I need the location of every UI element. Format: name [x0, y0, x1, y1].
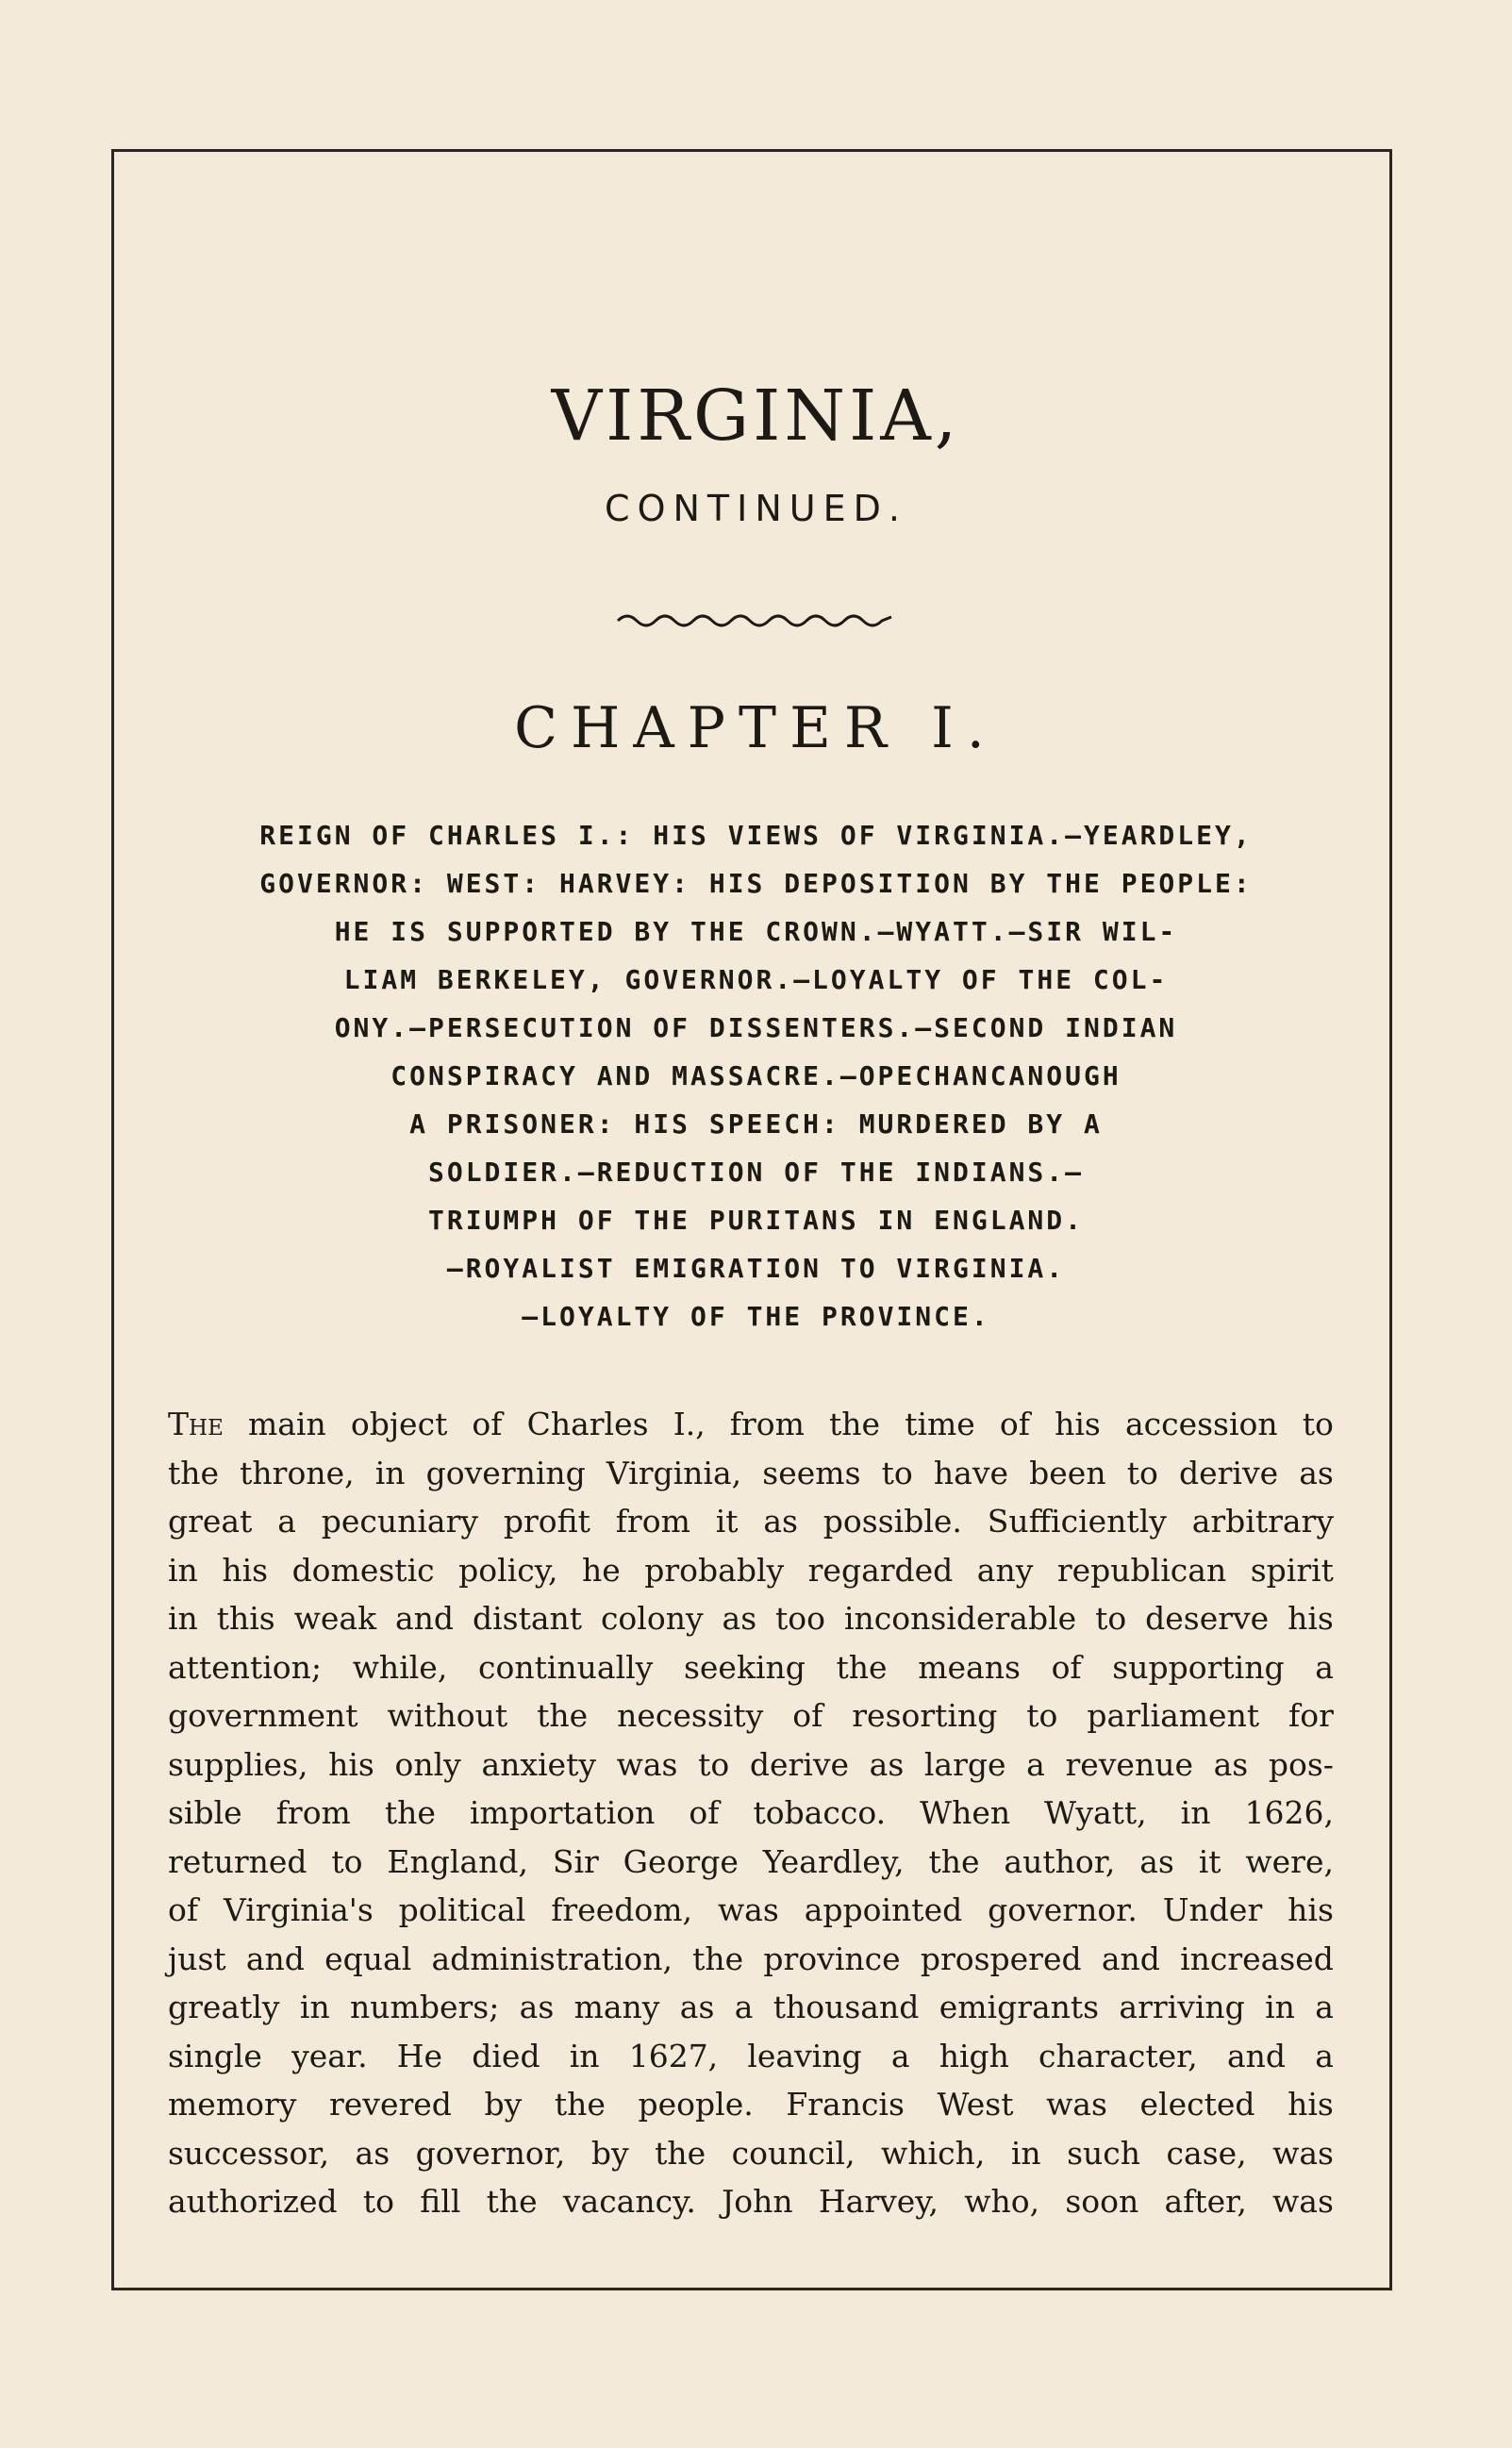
word: regarded [807, 1551, 954, 1589]
word: anxiety [481, 1745, 596, 1783]
word: vacancy. [562, 2183, 696, 2220]
word: probably [644, 1551, 785, 1589]
word: Charles [526, 1406, 649, 1442]
word: for [1288, 1697, 1334, 1734]
word: by [484, 2086, 523, 2123]
summary-line: ONY.—PERSECUTION OF DISSENTERS.—SECOND INDIAN [334, 1012, 1178, 1043]
summary-line: GOVERNOR: WEST: HARVEY: HIS DEPOSITION BY THE PEOPLE: [259, 868, 1253, 899]
summary-line: CONSPIRACY AND MASSACRE.—OPECHANCANOUGH [390, 1060, 1122, 1091]
word: governing [425, 1454, 586, 1491]
word: a [890, 2037, 910, 2074]
word: deserve [1145, 1600, 1270, 1637]
word: spirit [1250, 1551, 1334, 1589]
word: He [396, 2037, 443, 2074]
word: distant [472, 1600, 583, 1637]
word: the [829, 1406, 881, 1442]
word: from [729, 1406, 805, 1442]
page-subtitle: CONTINUED. [605, 488, 907, 529]
word: Harvey, [818, 2183, 939, 2220]
body-line [168, 1935, 1334, 1984]
word: as [722, 1600, 757, 1637]
word: England, [387, 1842, 528, 1880]
word: been [1029, 1454, 1106, 1491]
word: of [792, 1697, 823, 1734]
word: emigrants [939, 1989, 1100, 2025]
word: who, [964, 2183, 1040, 2220]
word: and [395, 1600, 455, 1637]
word: the [836, 1648, 888, 1686]
summary-line: TRIUMPH OF THE PURITANS IN ENGLAND. [427, 1205, 1084, 1236]
word: it [715, 1503, 739, 1540]
word: a [277, 1503, 296, 1540]
word: it [1198, 1842, 1221, 1880]
word: he [581, 1551, 621, 1589]
word: importation [469, 1794, 656, 1831]
word: thousand [773, 1989, 920, 2025]
word: as [519, 1989, 555, 2025]
word: memory [168, 2086, 297, 2123]
word: domestic [291, 1551, 435, 1589]
word: West [937, 2086, 1014, 2123]
word: governor. [988, 1891, 1138, 1928]
body-line [168, 1594, 1334, 1643]
word: government [168, 1697, 358, 1734]
word: was [1272, 2134, 1334, 2172]
word: a [1315, 1648, 1334, 1686]
word: his [1055, 1406, 1101, 1442]
word: greatly [168, 1989, 280, 2025]
word: arbitrary [1191, 1503, 1334, 1540]
word: to [698, 1745, 730, 1783]
chapter-summary [160, 811, 1352, 1341]
word: sible [168, 1794, 242, 1831]
word: were, [1245, 1842, 1334, 1880]
word: as [869, 1745, 905, 1783]
word: as [1213, 1745, 1249, 1783]
word: pecuniary [321, 1503, 479, 1540]
word: Wyatt, [1044, 1794, 1147, 1831]
word: revered [329, 2086, 452, 2123]
word: successor, [168, 2134, 330, 2172]
word: to [362, 2183, 395, 2220]
word: possible. [822, 1503, 962, 1540]
word: returned [168, 1842, 307, 1880]
word: character, [1038, 2037, 1198, 2074]
word: was [717, 1891, 779, 1928]
word: after, [1164, 2183, 1247, 2220]
word: political [398, 1891, 526, 1928]
word: in [1265, 1989, 1295, 2025]
word: such [1067, 2134, 1141, 2172]
word: profit [503, 1503, 590, 1540]
word: tobacco. [753, 1794, 887, 1831]
word: parliament [1087, 1697, 1260, 1734]
word: council, [731, 2134, 856, 2172]
word: and [1226, 2037, 1287, 2074]
word: numbers; [350, 1989, 500, 2025]
word: great [168, 1503, 253, 1540]
page-title: VIRGINIA, [551, 375, 961, 457]
word: as [1139, 1842, 1174, 1880]
word: only [394, 1745, 461, 1783]
word: John [722, 2183, 793, 2220]
word: of [168, 1891, 199, 1928]
word: authorized [168, 2183, 338, 2220]
body-line [168, 1546, 1334, 1595]
word: too [775, 1600, 826, 1637]
word: freedom, [551, 1891, 693, 1928]
body-line [168, 2129, 1334, 2178]
body-line [168, 2032, 1334, 2081]
word: his [328, 1745, 374, 1783]
body-line [168, 1400, 1334, 1449]
body-line [168, 1449, 1334, 1498]
word: policy, [458, 1551, 558, 1589]
word: to [331, 1842, 363, 1880]
word: governor, [415, 2134, 566, 2172]
word: main [247, 1406, 326, 1442]
word: many [573, 1989, 660, 2025]
word: appointed [804, 1891, 963, 1928]
body-line [168, 1643, 1334, 1692]
word: as [1299, 1454, 1334, 1491]
word: by [590, 2134, 629, 2172]
word: a [1026, 1745, 1045, 1783]
word: as [763, 1503, 798, 1540]
word: any [976, 1551, 1034, 1589]
word: was [1046, 2086, 1107, 2123]
summary-line: A PRISONER: HIS SPEECH: MURDERED BY A [409, 1108, 1103, 1140]
word: from [275, 1794, 351, 1831]
word: to [1302, 1406, 1334, 1442]
word: to [1095, 1600, 1127, 1637]
word: accession [1124, 1406, 1278, 1442]
body-line [168, 2080, 1334, 2129]
word: elected [1139, 2086, 1255, 2123]
word: author, [1004, 1842, 1116, 1880]
word: and [245, 1940, 305, 1977]
word: the [928, 1842, 980, 1880]
word: equal [324, 1940, 412, 1977]
word: was [1272, 2183, 1334, 2220]
word: of [999, 1406, 1031, 1442]
word: Sir [552, 1842, 599, 1880]
word: leaving [747, 2037, 862, 2074]
word: seeking [683, 1648, 806, 1686]
word: prospered [920, 1940, 1082, 1977]
word: supplies, [168, 1745, 308, 1783]
summary-line: REIGN OF CHARLES I.: HIS VIEWS OF VIRGINIA.—YEARDLEY, [259, 820, 1253, 851]
word: in [569, 2037, 600, 2074]
word: case, [1166, 2134, 1247, 2172]
ornament-divider [613, 604, 896, 632]
body-line [168, 1691, 1334, 1740]
word: his [1288, 1600, 1334, 1637]
word: pos- [1268, 1745, 1334, 1783]
word: derive [1178, 1454, 1279, 1491]
summary-line: —LOYALTY OF THE PROVINCE. [522, 1301, 990, 1332]
word: single [168, 2037, 262, 2074]
word: revenue [1065, 1745, 1193, 1783]
word: this [216, 1600, 275, 1637]
word: high [939, 2037, 1009, 2074]
word: a [1315, 1989, 1334, 2025]
word: seems [762, 1454, 861, 1491]
word: people. [638, 2086, 754, 2123]
word: administration, [431, 1940, 673, 1977]
word: means [918, 1648, 1021, 1686]
word: was [616, 1745, 678, 1783]
word: without [387, 1697, 508, 1734]
word: province [763, 1940, 901, 1977]
word: which, [881, 2134, 986, 2172]
body-line [168, 1886, 1334, 1935]
word: of [1051, 1648, 1082, 1686]
word: the [168, 1454, 220, 1491]
word: his [1288, 1891, 1334, 1928]
word: a [1315, 2037, 1334, 2074]
word: of [689, 1794, 720, 1831]
word: and [1101, 1940, 1160, 1977]
word: The [168, 1406, 224, 1442]
body-line [168, 1983, 1334, 2032]
word: attention; [168, 1648, 323, 1686]
word: from [615, 1503, 690, 1540]
word: to [881, 1454, 913, 1491]
word: throne, [240, 1454, 355, 1491]
word: derive [749, 1745, 850, 1783]
word: inconsiderable [843, 1600, 1077, 1637]
word: Yeardley, [762, 1842, 905, 1880]
word: 1627, [628, 2037, 719, 2074]
word: I., [673, 1406, 706, 1442]
word: his [222, 1551, 269, 1589]
word: George [623, 1842, 739, 1880]
word: as [355, 2134, 390, 2172]
word: a [734, 1989, 754, 2025]
word: colony [600, 1600, 704, 1637]
word: Sufficiently [987, 1503, 1167, 1540]
word: just [168, 1940, 226, 1977]
word: large [923, 1745, 1006, 1783]
word: fill [420, 2183, 461, 2220]
word: have [933, 1454, 1009, 1491]
body-line [168, 2177, 1334, 2226]
word: soon [1065, 2183, 1139, 2220]
word: Virginia's [224, 1891, 374, 1928]
word: his [1288, 2086, 1334, 2123]
body-line [168, 1740, 1334, 1790]
body-paragraph [168, 1400, 1334, 2226]
word: to [1126, 1454, 1158, 1491]
word: in [168, 1551, 198, 1589]
word: in [168, 1600, 198, 1637]
word: as [679, 1989, 715, 2025]
word: 1626, [1244, 1794, 1334, 1831]
word: year. [291, 2037, 368, 2074]
chapter-heading: CHAPTER I. [514, 695, 998, 761]
word: died [472, 2037, 540, 2074]
word: the [554, 2086, 606, 2123]
word: weak [293, 1600, 377, 1637]
word: of [472, 1406, 503, 1442]
summary-line: SOLDIER.—REDUCTION OF THE INDIANS.— [427, 1157, 1084, 1188]
word: the [384, 1794, 436, 1831]
word: When [920, 1794, 1011, 1831]
body-line [168, 1838, 1334, 1887]
summary-line: —ROYALIST EMIGRATION TO VIRGINIA. [446, 1253, 1066, 1284]
word: in [1180, 1794, 1211, 1831]
word: the [537, 1697, 589, 1734]
word: Under [1162, 1891, 1263, 1928]
word: Francis [786, 2086, 905, 2123]
word: supporting [1112, 1648, 1285, 1686]
word: time [905, 1406, 975, 1442]
word: republican [1056, 1551, 1227, 1589]
body-line [168, 1789, 1334, 1838]
word: in [1010, 2134, 1041, 2172]
word: in [374, 1454, 406, 1491]
word: Virginia, [606, 1454, 742, 1491]
word: the [655, 2134, 706, 2172]
word: arriving [1119, 1989, 1245, 2025]
summary-line: HE IS SUPPORTED BY THE CROWN.—WYATT.—SIR WIL- [334, 916, 1178, 947]
word: while, [352, 1648, 448, 1686]
word: the [692, 1940, 744, 1977]
word: in [299, 1989, 330, 2025]
word: the [486, 2183, 538, 2220]
summary-line: LIAM BERKELEY, GOVERNOR.—LOYALTY OF THE COL- [343, 964, 1169, 995]
body-line [168, 1497, 1334, 1546]
word: to [1026, 1697, 1058, 1734]
word: increased [1180, 1940, 1334, 1977]
word: continually [477, 1648, 654, 1686]
word: object [350, 1406, 448, 1442]
word: resorting [852, 1697, 998, 1734]
word: necessity [617, 1697, 764, 1734]
